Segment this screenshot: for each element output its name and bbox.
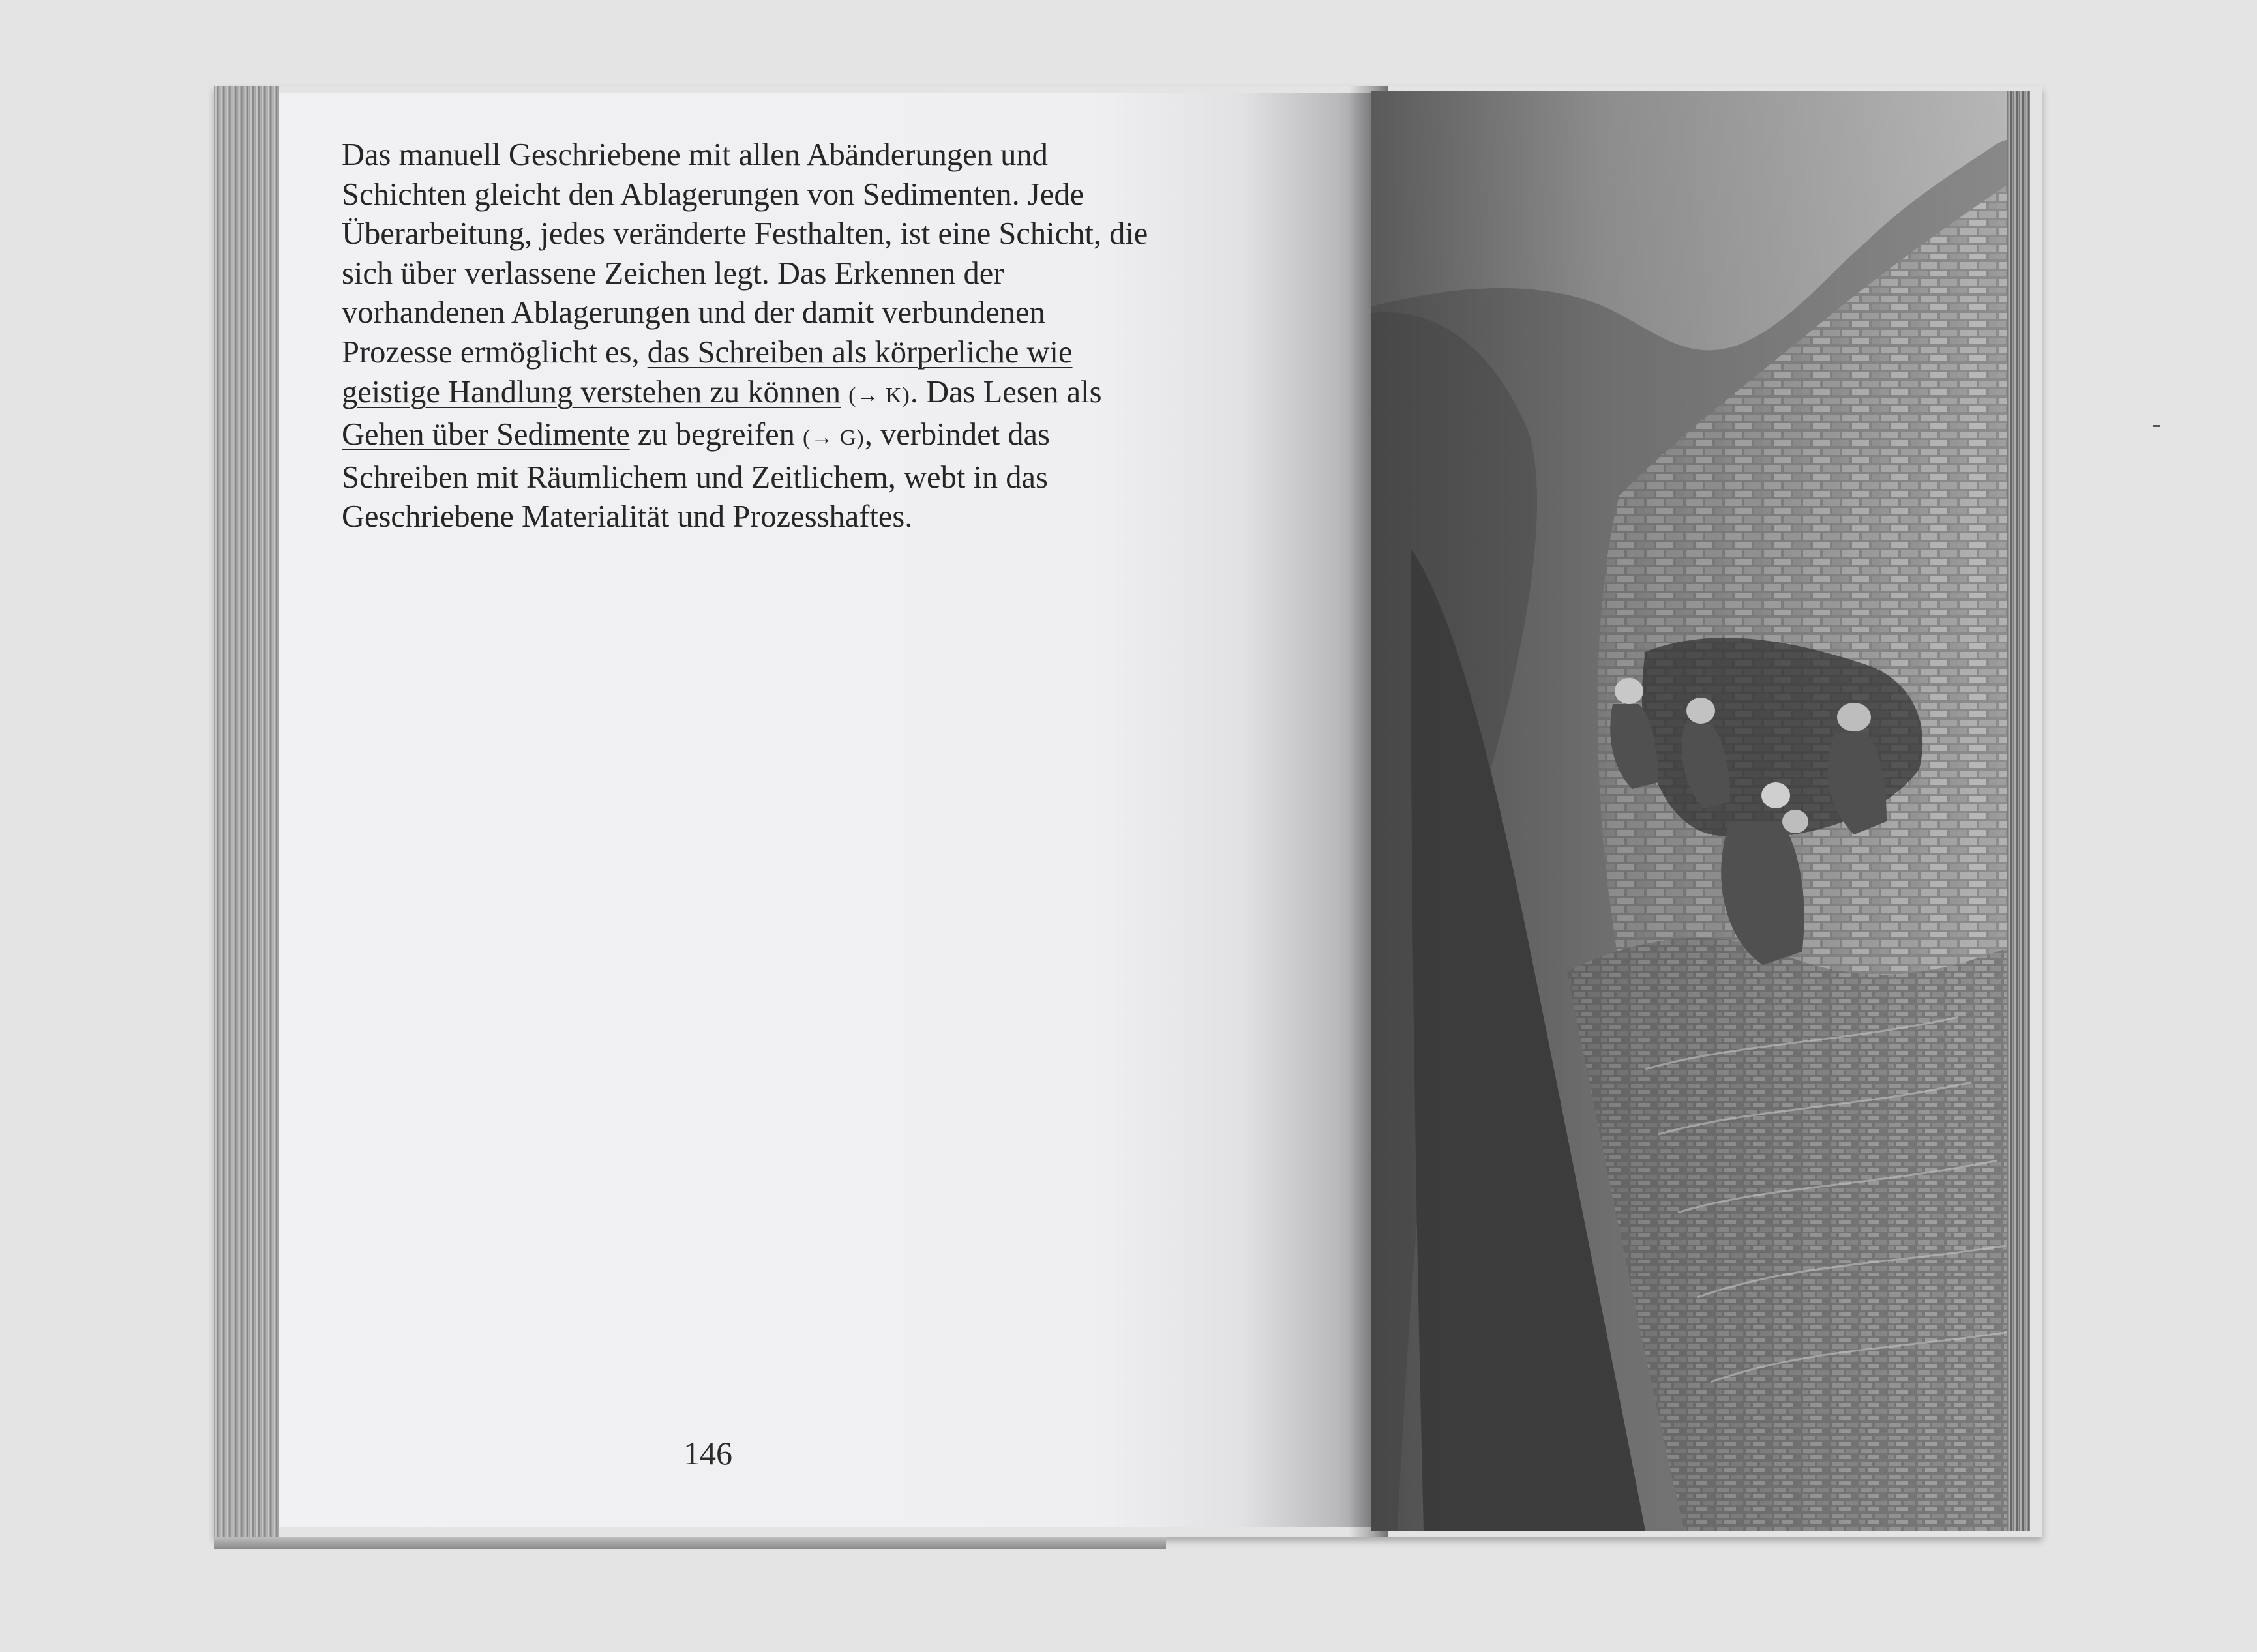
excavation-photo-icon xyxy=(1371,91,2030,1531)
right-page xyxy=(1371,91,2030,1531)
link-das-schreiben[interactable]: das Schreiben als körperliche wie geistige Handlung verstehen zu können xyxy=(342,334,1073,409)
page-stack-bottom xyxy=(214,1537,1166,1549)
page-stack-right xyxy=(2007,91,2030,1531)
reference-k[interactable]: (→ K) xyxy=(848,383,910,407)
dust-speck xyxy=(2153,425,2160,427)
left-page xyxy=(279,93,1371,1527)
open-book xyxy=(214,86,2042,1537)
paragraph-text: . Das Lesen als xyxy=(910,374,1102,409)
body-paragraph xyxy=(342,136,1163,537)
page-number: 146 xyxy=(683,1435,732,1471)
paragraph-text: zu begreifen xyxy=(629,417,803,452)
paragraph-text: , verbindet das Schreiben mit Räumlichem und Zeitlichem, webt in das Geschriebene Materialität und Prozesshaftes. xyxy=(342,417,1050,535)
reference-g[interactable]: (→ G) xyxy=(803,426,865,450)
page-stack-left xyxy=(214,86,279,1537)
link-gehen-ueber-sedimente[interactable]: Gehen über Sedimente xyxy=(342,417,630,452)
paragraph-text: Das manuell Geschriebene mit allen Abänderungen und Schichten gleicht den Ablagerungen von Sedimenten. Jede Überarbeitung, jedes veränderte Festhalten, ist eine Schicht, die sich über verlassene Zeichen legt. Das Erkennen der vorhandenen Ablagerungen und der damit verbundenen Prozesse ermöglicht es, xyxy=(342,138,1148,370)
